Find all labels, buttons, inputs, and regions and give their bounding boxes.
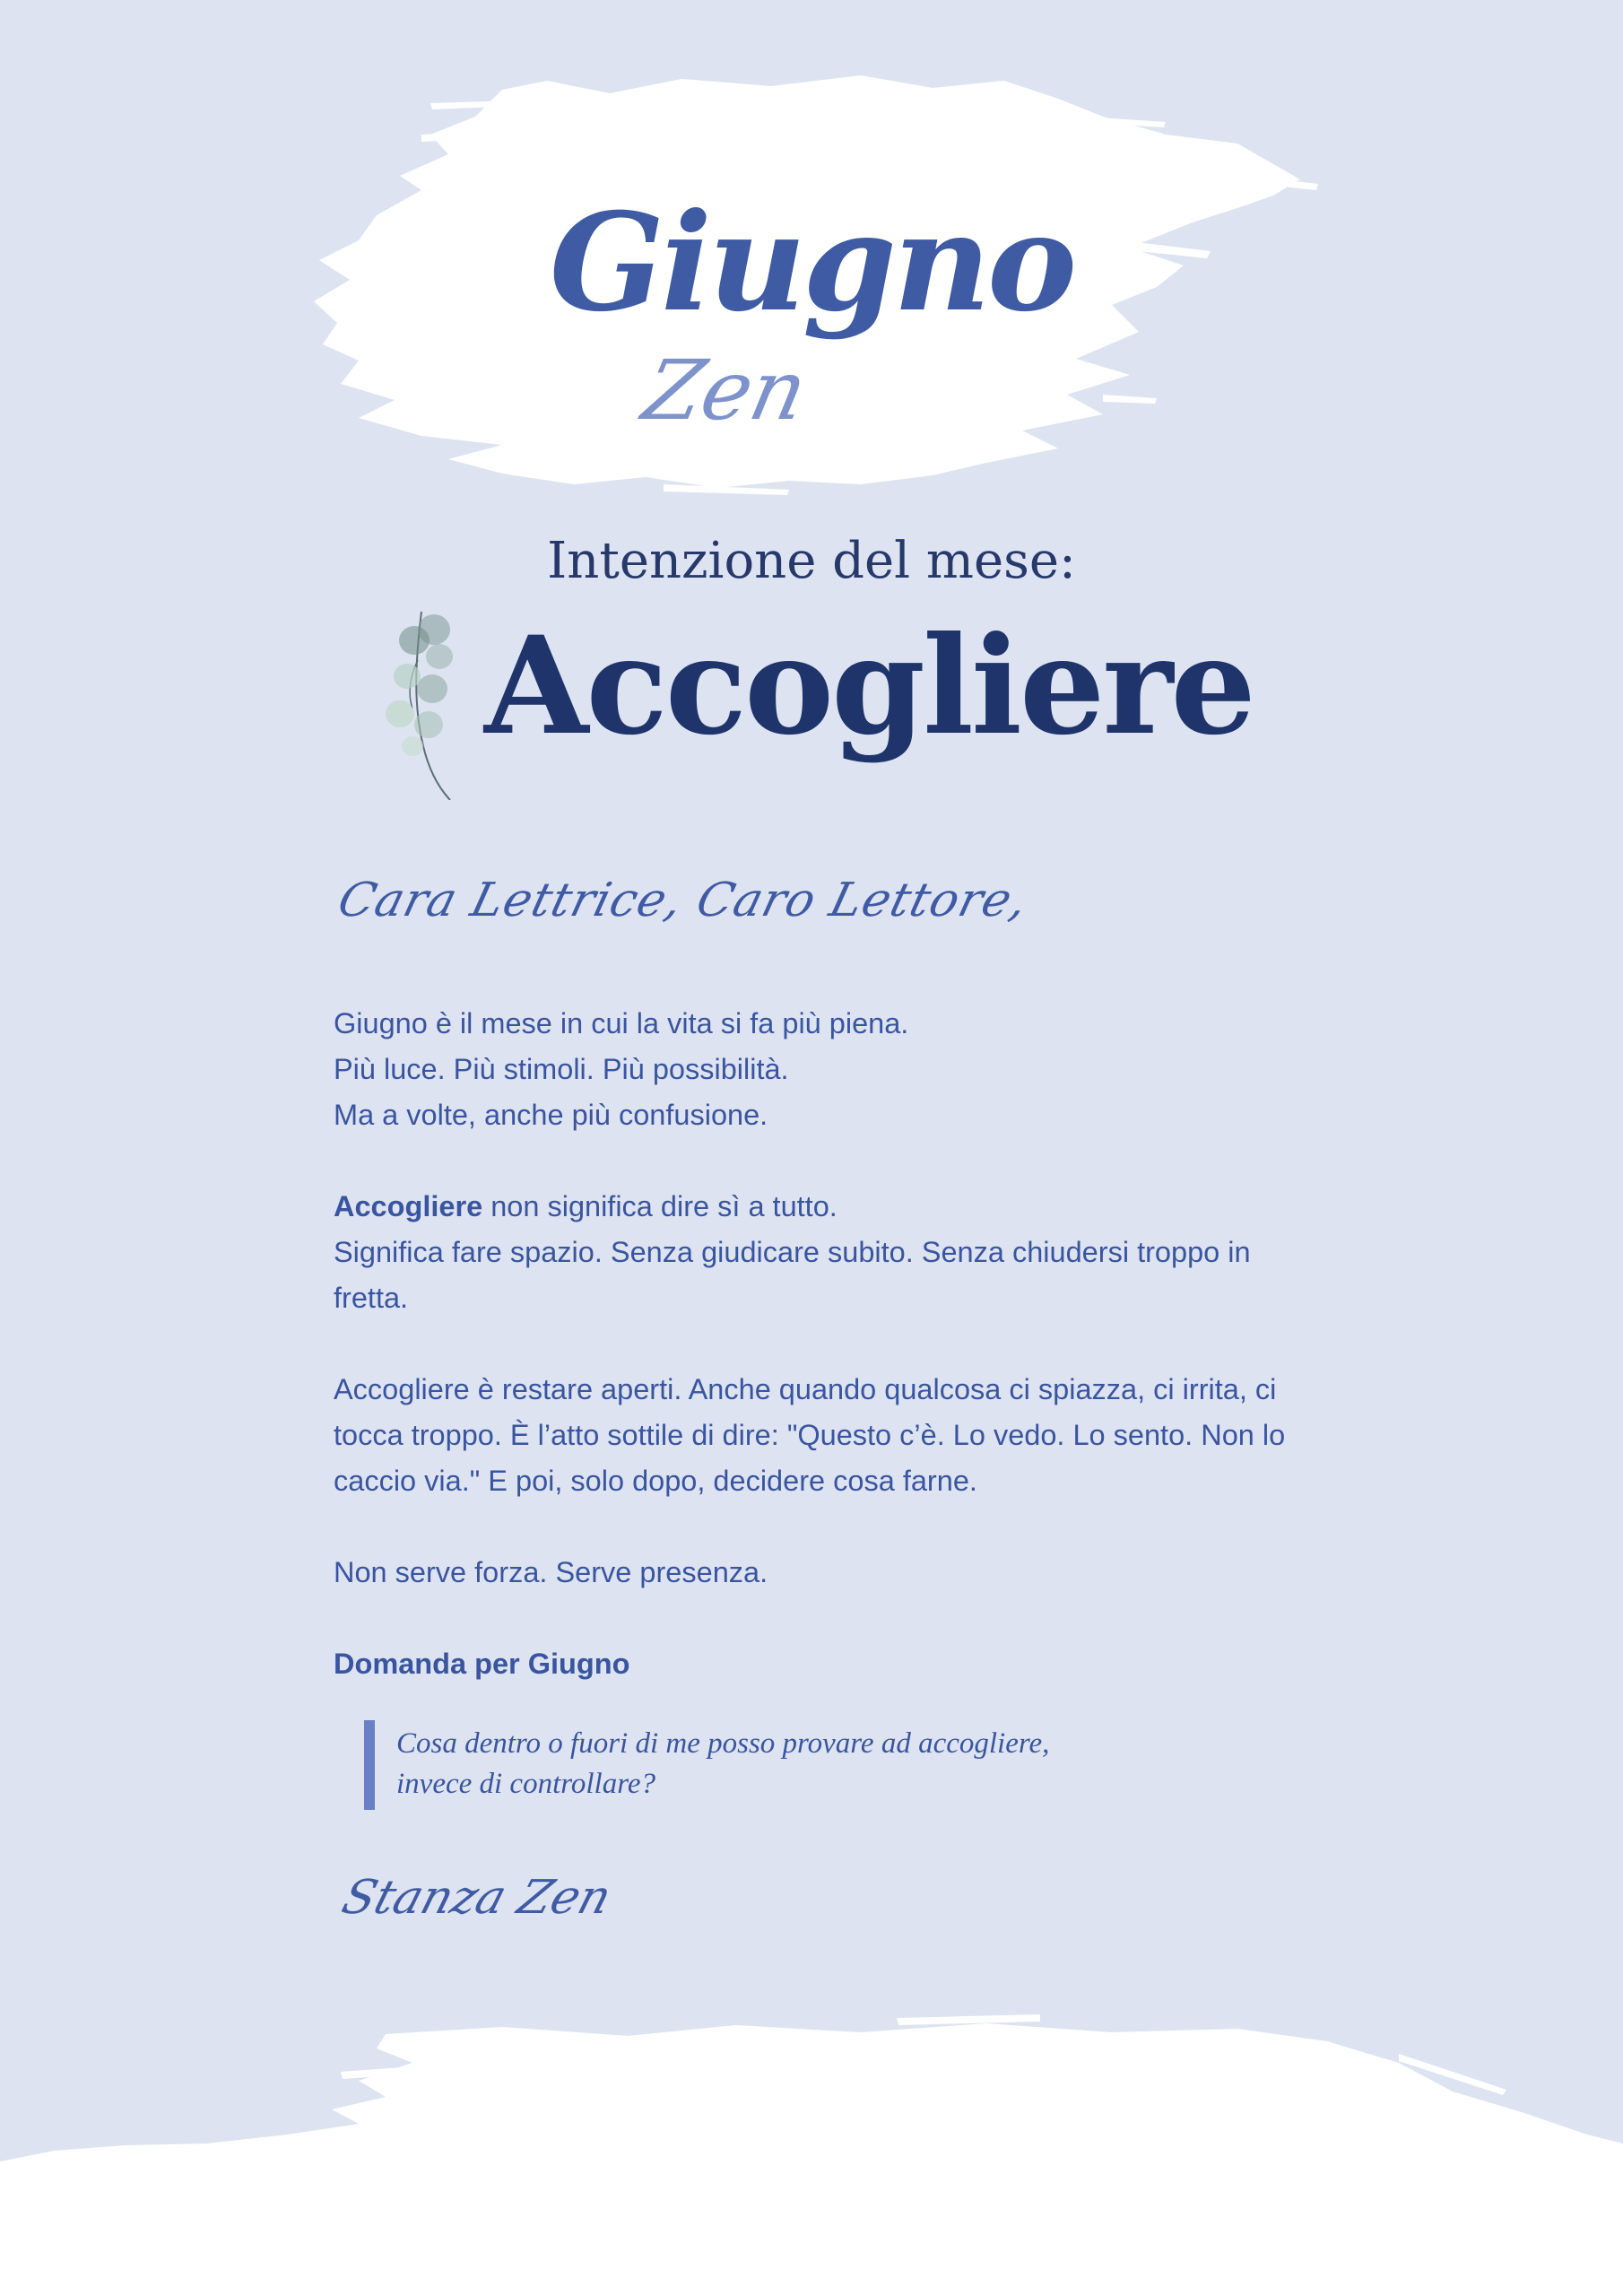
page-title: Giugno bbox=[549, 184, 1074, 342]
eucalyptus-branch-icon bbox=[377, 603, 475, 800]
paragraph-3-line: tocca troppo. È l’atto sottile di dire: "Questo c’è. Lo vedo. Lo sento. Non lo bbox=[334, 1419, 1286, 1451]
paragraph-4 bbox=[334, 1550, 1302, 1596]
paragraph-4-line: Non serve forza. Serve presenza. bbox=[334, 1556, 768, 1588]
bold-word: Accogliere bbox=[334, 1190, 483, 1222]
signature: Stanza Zen bbox=[335, 1871, 618, 1925]
paragraph-2-line: Significa fare spazio. Senza giudicare subito. Senza chiudersi troppo in bbox=[334, 1236, 1251, 1268]
paragraph-2-line: fretta. bbox=[334, 1282, 409, 1314]
salutation: Cara Lettrice, Caro Lettore, bbox=[333, 874, 1034, 927]
paragraph-3 bbox=[334, 1367, 1302, 1504]
paragraph-1-line: Ma a volte, anche più confusione. bbox=[334, 1099, 768, 1131]
paragraph-1-line: Più luce. Più stimoli. Più possibilità. bbox=[334, 1053, 789, 1085]
paragraph-1 bbox=[334, 1001, 1302, 1138]
paragraph-3-line: Accogliere è restare aperti. Anche quando qualcosa ci spiazza, ci irrita, ci bbox=[334, 1373, 1277, 1405]
quote-bar bbox=[364, 1720, 375, 1810]
question-quote bbox=[396, 1724, 1203, 1805]
intention-label: Intenzione del mese: bbox=[547, 532, 1076, 590]
paragraph-2-first-line-rest: non significa dire sì a tutto. bbox=[482, 1190, 838, 1222]
paragraph-2-line bbox=[334, 1184, 1302, 1230]
paragraph-1-line: Giugno è il mese in cui la vita si fa più piena. bbox=[334, 1007, 909, 1039]
intention-word: Accogliere bbox=[484, 607, 1254, 765]
question-line: Cosa dentro o fuori di me posso provare ad accogliere, bbox=[396, 1727, 1050, 1760]
question-line: invece di controllare? bbox=[396, 1768, 655, 1800]
question-title: Domanda per Giugno bbox=[334, 1648, 630, 1680]
paragraph-3-line: caccio via." E poi, solo dopo, decidere cosa farne. bbox=[334, 1465, 977, 1497]
page-subtitle: Zen bbox=[635, 343, 816, 439]
paragraph-2 bbox=[334, 1184, 1302, 1321]
